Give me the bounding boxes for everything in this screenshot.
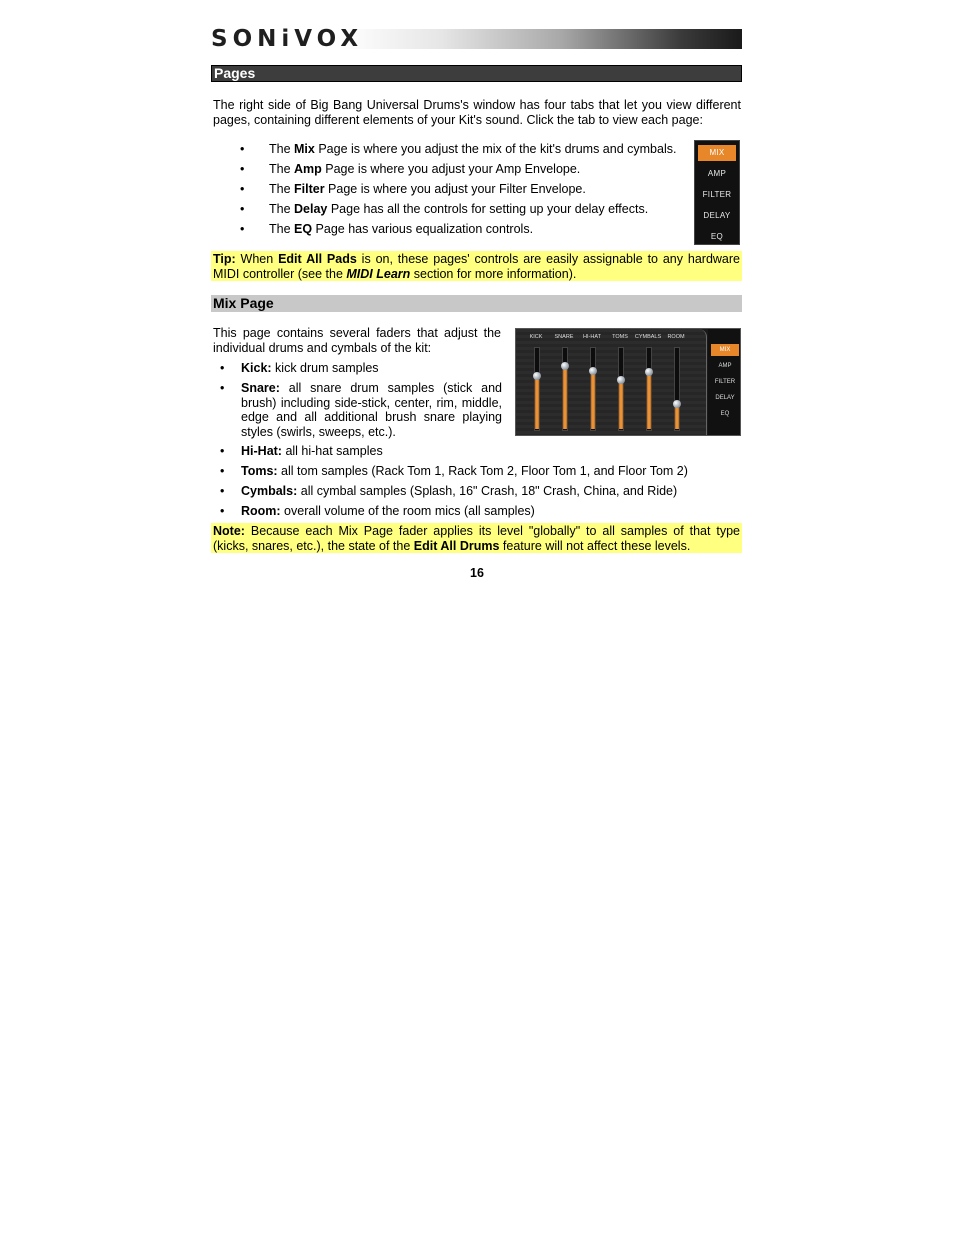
fader-fill xyxy=(675,404,679,429)
page-header xyxy=(211,26,742,52)
tab-eq: EQ xyxy=(710,232,724,241)
tab-filter: FILTER xyxy=(702,190,732,199)
fader-knob xyxy=(561,362,569,370)
page-number: 16 xyxy=(470,566,484,580)
header-gradient-bar xyxy=(341,29,742,49)
section-heading-mix-page xyxy=(211,295,742,312)
page-tabs-image xyxy=(694,140,740,245)
fader-knob xyxy=(589,367,597,375)
channel-label-hi-hat: HI-HAT xyxy=(583,334,601,340)
section-title: Mix Page xyxy=(213,295,274,311)
fader-knob xyxy=(645,368,653,376)
tip-box: Tip: When Edit All Pads is on, these pages' controls are easily assignable to any hardware MIDI controller (see the MIDI Learn section for more information). xyxy=(213,252,740,281)
channel-label-room: ROOM xyxy=(667,334,685,340)
fader-fill xyxy=(535,376,539,429)
fader-fill xyxy=(563,366,567,429)
mix-page-mixer-image xyxy=(515,328,741,436)
tab-mix: MIX xyxy=(711,344,739,356)
tab-filter: FILTER xyxy=(714,379,736,385)
channel-label-toms: TOMS xyxy=(612,334,628,340)
pages-intro: The right side of Big Bang Universal Drums's window has four tabs that let you view different pages, containing different elements of your Kit's sound. Click the tab to view each page: xyxy=(213,98,741,127)
channel-label-kick: KICK xyxy=(529,334,543,340)
tab-amp: AMP xyxy=(707,169,727,178)
channel-label-cymbals: CYMBALS xyxy=(634,334,662,340)
tab-eq: EQ xyxy=(720,411,730,417)
fader-knob xyxy=(617,376,625,384)
fader-knob xyxy=(533,372,541,380)
tab-mix: MIX xyxy=(698,145,736,161)
tab-delay: DELAY xyxy=(703,211,731,220)
mix-intro: This page contains several faders that adjust the individual drums and cymbals of the kit: xyxy=(213,326,501,355)
tab-amp: AMP xyxy=(718,363,732,369)
tab-delay: DELAY xyxy=(715,395,735,401)
tip-label: Tip: xyxy=(213,252,236,266)
sonivox-logo: SONiVOX xyxy=(211,26,364,52)
fader-fill xyxy=(591,371,595,429)
section-heading-pages xyxy=(211,65,742,82)
note-box: Note: Because each Mix Page fader applies its level "globally" to all samples of that type (kicks, snares, etc.), the state of the Edit All Drums feature will not affect these levels. xyxy=(213,524,740,553)
note-label: Note: xyxy=(213,524,245,538)
section-title: Pages xyxy=(214,65,256,81)
fader-fill xyxy=(647,372,651,429)
fader-fill xyxy=(619,380,623,429)
channel-label-snare: SNARE xyxy=(554,334,574,340)
